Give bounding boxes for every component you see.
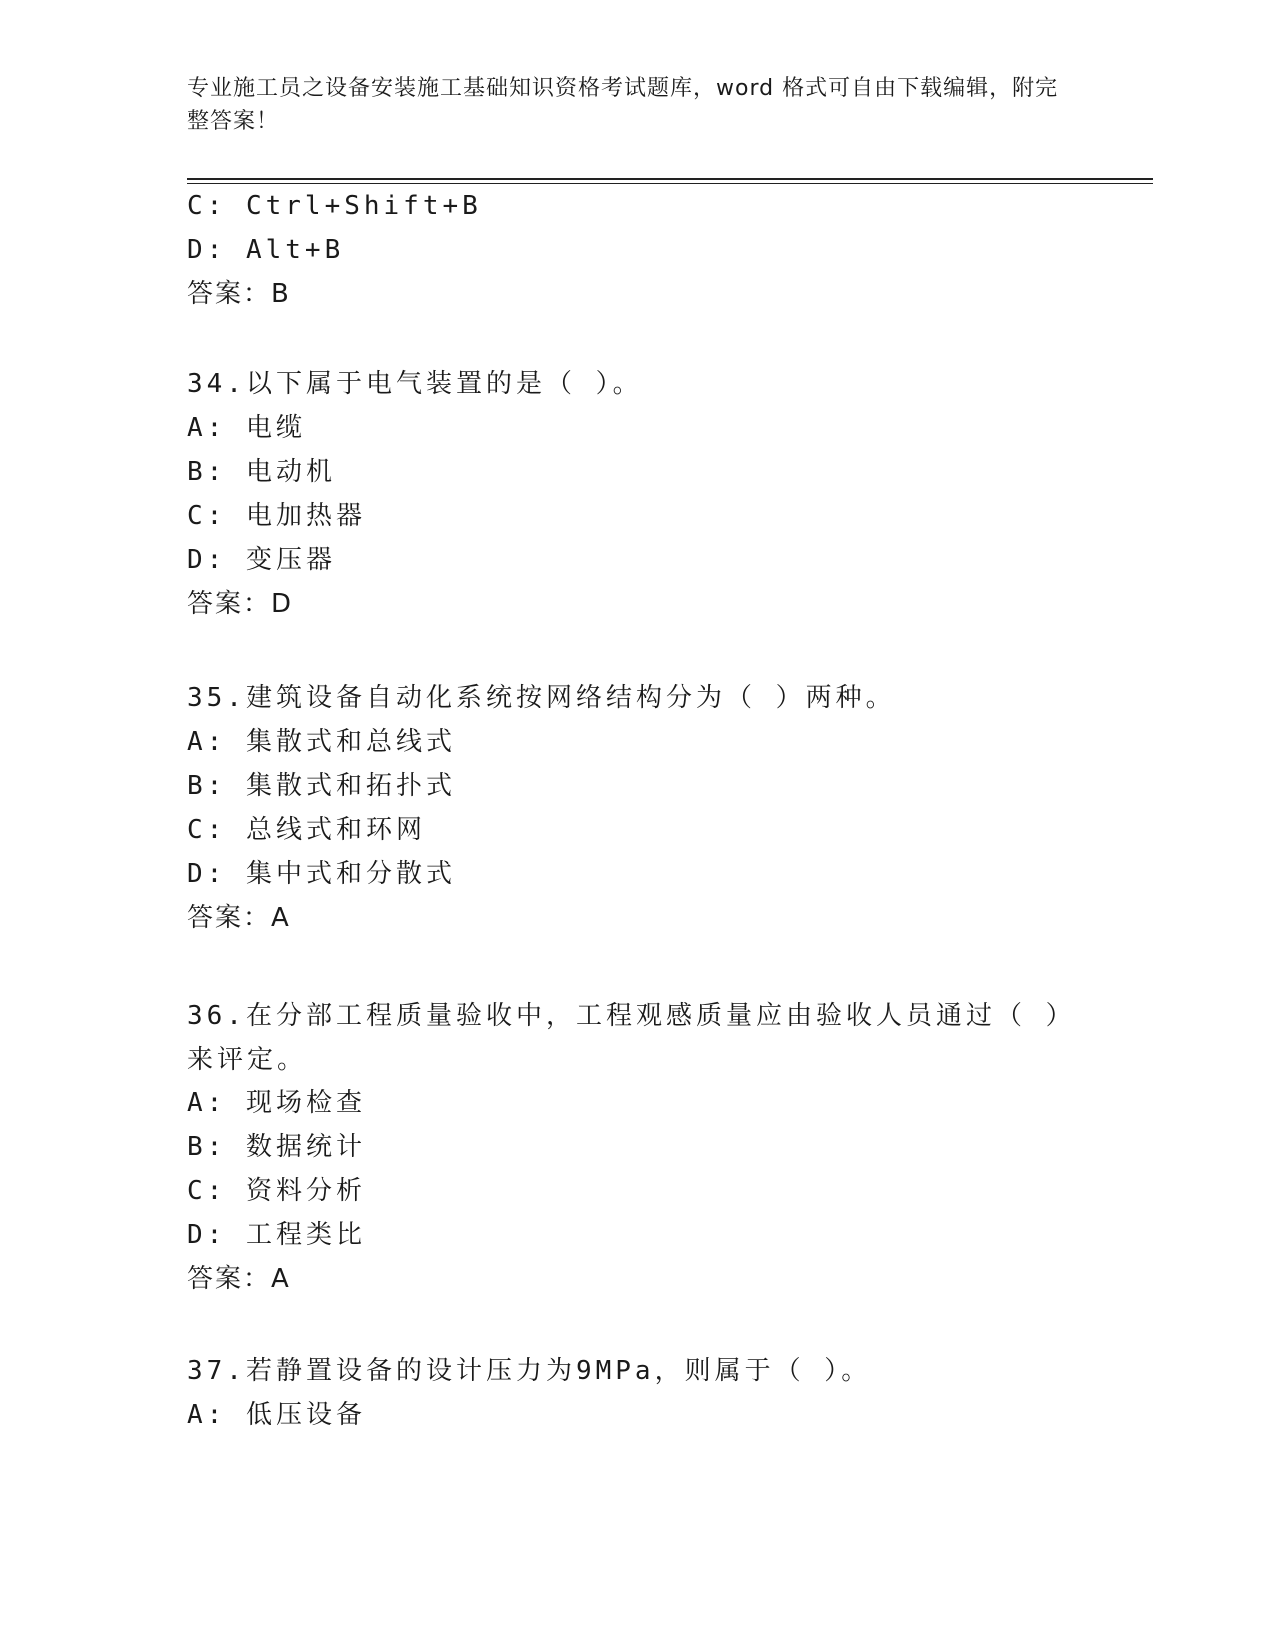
q34-option-a: A: 电缆 [187,413,306,443]
carryover-option-c: C: Ctrl+Shift+B [187,191,482,221]
q34-answer: 答案：D [187,589,294,619]
q35-option-b: B: 集散式和拓扑式 [187,771,456,801]
q36-option-b: B: 数据统计 [187,1132,366,1162]
q36-option-d: D: 工程类比 [187,1220,366,1250]
q37-option-a: A: 低压设备 [187,1400,366,1430]
q35-option-c: C: 总线式和环网 [187,815,426,845]
q34-option-b: B: 电动机 [187,457,336,487]
carryover-answer: 答案：B [187,279,291,309]
q35-answer: 答案：A [187,903,291,933]
q35-stem: 35.建筑设备自动化系统按网络结构分为（ ）两种。 [187,683,896,713]
q34-stem: 34.以下属于电气装置的是（ ）。 [187,369,643,399]
q34-option-d: D: 变压器 [187,545,336,575]
q36-option-c: C: 资料分析 [187,1176,366,1206]
q36-answer: 答案：A [187,1264,291,1294]
q36-option-a: A: 现场检查 [187,1088,366,1118]
q36-stem: 36.在分部工程质量验收中，工程观感质量应由验收人员通过（ ）来评定。 [187,1001,1076,1075]
q35-option-a: A: 集散式和总线式 [187,727,456,757]
q37-stem: 37.若静置设备的设计压力为9MPa，则属于（ ）。 [187,1356,872,1386]
carryover-option-d: D: Alt+B [187,235,345,265]
q34-option-c: C: 电加热器 [187,501,366,531]
header-rule-thin [187,183,1153,184]
header-rule-thick [187,178,1153,180]
document-header: 专业施工员之设备安装施工基础知识资格考试题库，word 格式可自由下载编辑，附完整答案！ [187,76,1059,134]
q35-option-d: D: 集中式和分散式 [187,859,456,889]
